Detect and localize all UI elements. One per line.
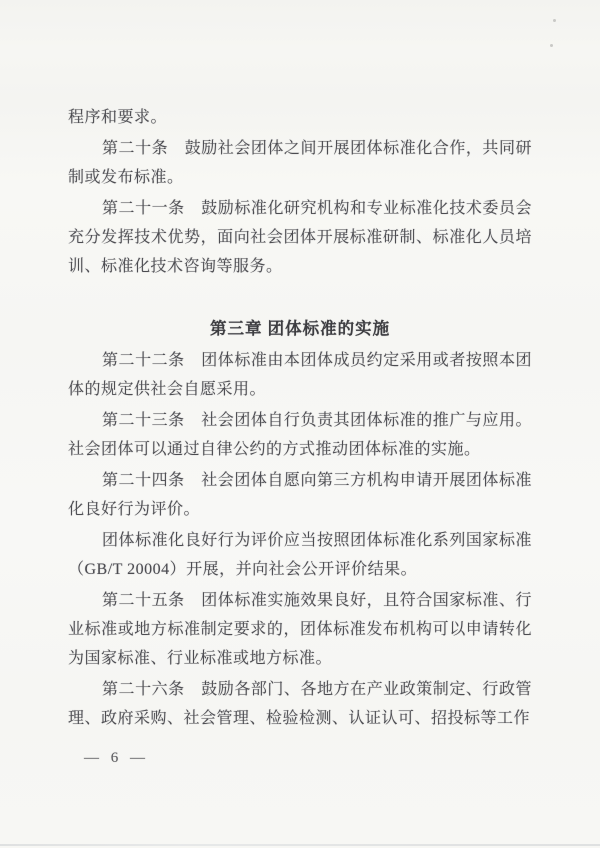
- chapter-heading: 第三章 团体标准的实施: [209, 319, 391, 338]
- paragraph-continuation: 程序和要求。: [68, 109, 168, 126]
- paragraph-article-22: 第二十二条 团体标准由本团体成员约定采用或者按照本团体的规定供社会自愿采用。: [68, 352, 532, 398]
- paragraph-article-24-evaluation: 团体标准化良好行为评价应当按照团体标准化系列国家标准（GB/T 20004）开展，并向社会公开评价结果。: [68, 532, 532, 578]
- scan-noise-speck: [553, 19, 556, 22]
- page-number: — 6 —: [84, 750, 149, 766]
- paragraph-article-23: 第二十三条 社会团体自行负责其团体标准的推广与应用。社会团体可以通过自律公约的方式推动团体标准的实施。: [68, 412, 532, 458]
- paragraph-article-20: 第二十条 鼓励社会团体之间开展团体标准化合作，共同研制或发布标准。: [68, 140, 532, 186]
- document-body: [68, 103, 532, 735]
- paragraph-article-24: 第二十四条 社会团体自愿向第三方机构申请开展团体标准化良好行为评价。: [68, 472, 532, 518]
- paragraph-article-26: 第二十六条 鼓励各部门、各地方在产业政策制定、行政管理、政府采购、社会管理、检验检测、认证认可、招投标等工作: [68, 681, 532, 727]
- scan-bottom-edge: [0, 844, 600, 846]
- paragraph-article-25: 第二十五条 团体标准实施效果良好，且符合国家标准、行业标准或地方标准制定要求的，团体标准发布机构可以申请转化为国家标准、行业标准或地方标准。: [68, 592, 532, 667]
- paragraph-article-21: 第二十一条 鼓励标准化研究机构和专业标准化技术委员会充分发挥技术优势，面向社会团体开展标准研制、标准化人员培训、标准化技术咨询等服务。: [68, 200, 532, 275]
- scan-noise-speck: [550, 44, 553, 47]
